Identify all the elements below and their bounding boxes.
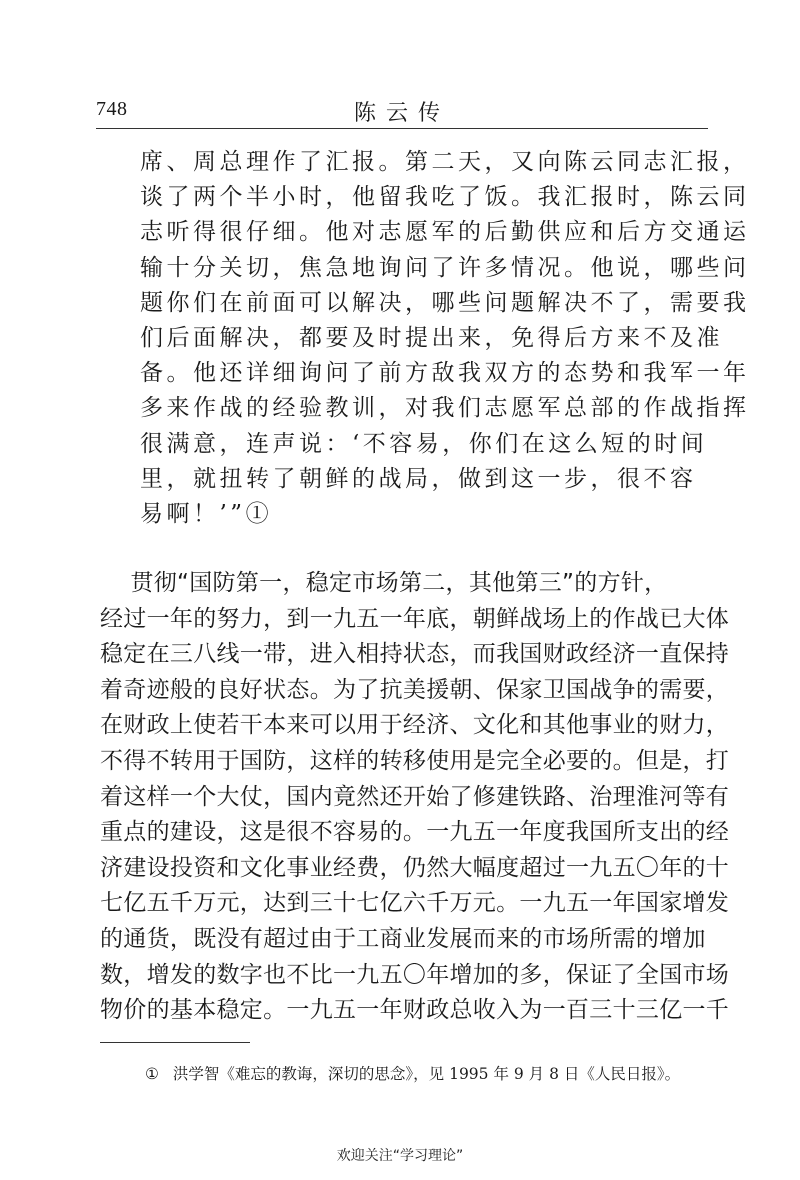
quote-line: 很满意，连声说：‘不容易，你们在这么短的时间	[140, 430, 708, 457]
body-line: 稳定在三八线一带，进入相持状态，而我国财政经济一直保持	[100, 641, 730, 668]
body-line: 在财政上使若干本来可以用于经济、文化和其他事业的财力，	[100, 712, 730, 739]
quote-line: 输十分关切，焦急地询问了许多情况。他说，哪些问	[140, 254, 750, 281]
page-header	[96, 96, 708, 128]
body-line: 着奇迹般的良好状态。为了抗美援朝、保家卫国战争的需要，	[100, 676, 730, 703]
page-number: 748	[96, 98, 128, 120]
quote-line: 题你们在前面可以解决，哪些问题解决不了，需要我	[140, 289, 750, 316]
footnote-divider	[100, 1042, 250, 1043]
body-line: 七亿五千万元，达到三十七亿六千万元。一九五一年国家增发	[100, 890, 730, 917]
body-line: 重点的建设，这是很不容易的。一九五一年度我国所支出的经	[100, 819, 730, 846]
running-title: 陈云传	[353, 101, 450, 126]
body-line: 数，增发的数字也不比一九五〇年增加的多，保证了全国市场	[100, 961, 730, 988]
quote-line: 备。他还详细询问了前方敌我双方的态势和我军一年	[140, 360, 750, 387]
quote-line: 里，就扭转了朝鲜的战局，做到这一步，很不容	[140, 465, 697, 492]
quote-line: 们后面解决，都要及时提出来，免得后方来不及准	[140, 325, 723, 352]
body-line: 不得不转用于国防，这样的转移使用是完全必要的。但是，打	[100, 747, 730, 774]
footnote	[145, 1062, 680, 1084]
body-paragraph	[100, 566, 730, 1029]
quoted-passage	[140, 145, 750, 532]
quote-line: 多来作战的经验教训，对我们志愿军总部的作战指挥	[140, 395, 750, 422]
footnote-marker: ①	[145, 1065, 159, 1083]
header-divider	[96, 128, 708, 129]
quote-line: 易啊！’”①	[140, 501, 273, 528]
body-line: 贯彻“国防第一，稳定市场第二，其他第三”的方针，	[100, 570, 668, 596]
body-line: 的通货，既没有超过由于工商业发展而来的市场所需的增加	[100, 925, 706, 952]
watermark-caption: 欢迎关注“学习理论”	[336, 1148, 464, 1164]
body-line: 着这样一个大仗，国内竟然还开始了修建铁路、治理淮河等有	[100, 783, 730, 810]
quote-line: 谈了两个半小时，他留我吃了饭。我汇报时，陈云同	[140, 184, 750, 211]
quote-line: 席、周总理作了汇报。第二天，又向陈云同志汇报，	[140, 149, 750, 175]
body-line: 物价的基本稳定。一九五一年财政总收入为一百三十三亿一千	[100, 997, 730, 1024]
quote-line: 志听得很仔细。他对志愿军的后勤供应和后方交通运	[140, 219, 750, 246]
footnote-text: 洪学智《难忘的教诲，深切的思念》，见 1995 年 9 月 8 日《人民日报》。	[172, 1065, 681, 1083]
body-line: 济建设投资和文化事业经费，仍然大幅度超过一九五〇年的十	[100, 854, 730, 881]
body-line: 经过一年的努力，到一九五一年底，朝鲜战场上的作战已大体	[100, 605, 730, 632]
